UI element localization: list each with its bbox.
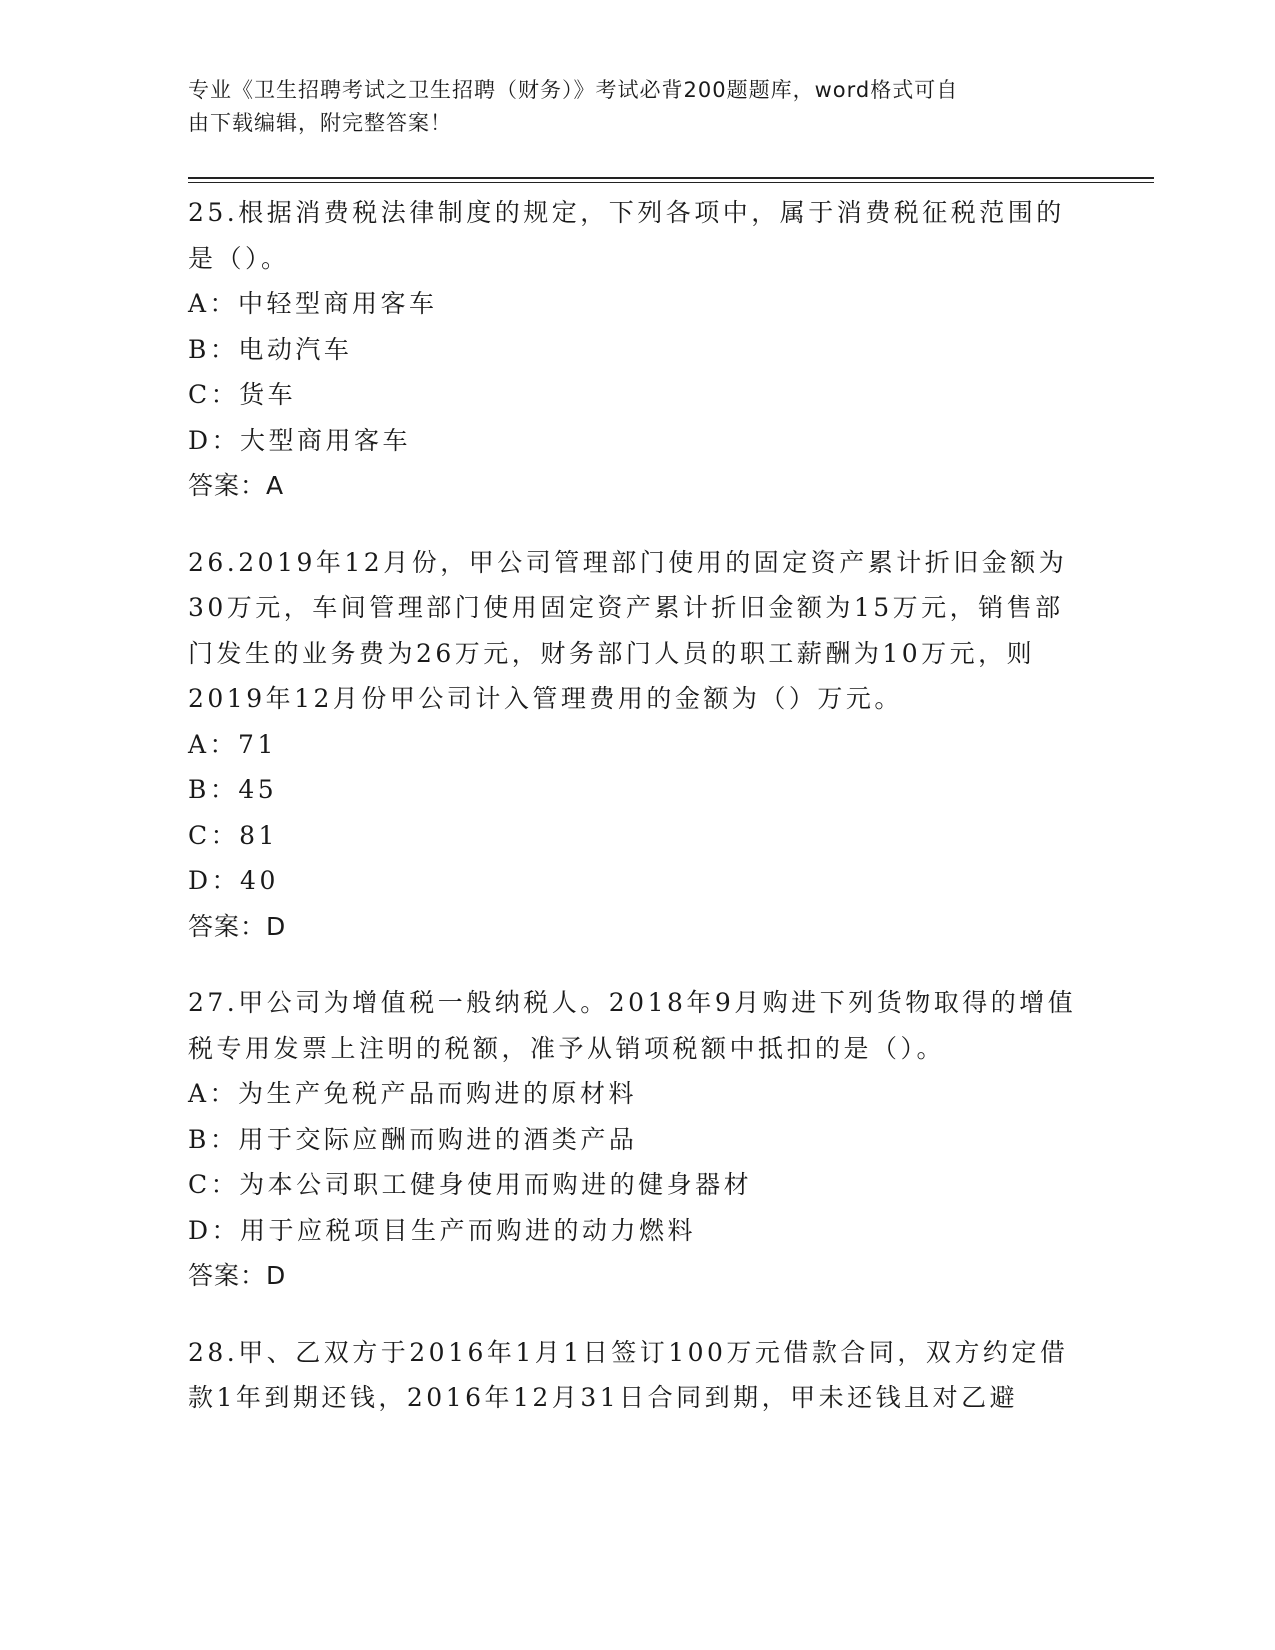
option-c: C：81	[188, 820, 278, 850]
option-b: B：用于交际应酬而购进的酒类产品	[188, 1124, 638, 1154]
option-a: A：中轻型商用客车	[188, 289, 438, 318]
question-25	[188, 190, 1088, 509]
option-c: C：为本公司职工健身使用而购进的健身器材	[188, 1170, 753, 1199]
answer: 答案：D	[188, 911, 287, 941]
question-stem: 26.2019年12月份，甲公司管理部门使用的固定资产累计折旧金额为30万元，车间管理部门使用固定资产累计折旧金额为15万元，销售部门发生的业务费为26万元，财务部门人员的职工薪酬为10万元，则2019年12月份甲公司计入管理费用的金额为（）万元。	[188, 547, 1068, 713]
option-a: A：71	[188, 729, 277, 759]
header-line-1: 专业《卫生招聘考试之卫生招聘（财务）》考试必背200题题库，word格式可自	[188, 78, 959, 102]
header-divider-thin	[188, 182, 1154, 183]
question-26	[188, 540, 1088, 950]
document-header	[188, 74, 1088, 140]
question-28	[188, 1330, 1088, 1421]
answer: 答案：D	[188, 1261, 287, 1290]
option-d: D：40	[188, 866, 279, 895]
answer: 答案：A	[188, 471, 285, 500]
question-27	[188, 980, 1088, 1299]
option-d: D：用于应税项目生产而购进的动力燃料	[188, 1215, 697, 1245]
question-list	[188, 190, 1088, 1452]
question-stem: 25.根据消费税法律制度的规定，下列各项中，属于消费税征税范围的是（）。	[188, 198, 1065, 273]
option-c: C：货车	[188, 380, 297, 409]
header-divider-thick	[188, 177, 1154, 179]
question-stem: 28.甲、乙双方于2016年1月1日签订100万元借款合同，双方约定借款1年到期还钱，2016年12月31日合同到期，甲未还钱且对乙避	[188, 1337, 1069, 1412]
option-a: A：为生产免税产品而购进的原材料	[188, 1079, 638, 1108]
option-b: B：45	[188, 775, 278, 804]
header-line-2: 由下载编辑，附完整答案！	[188, 111, 452, 135]
option-d: D：大型商用客车	[188, 425, 412, 455]
option-b: B：电动汽车	[188, 334, 353, 364]
question-stem: 27.甲公司为增值税一般纳税人。2018年9月购进下列货物取得的增值税专用发票上注明的税额，准予从销项税额中抵扣的是（）。	[188, 988, 1077, 1063]
